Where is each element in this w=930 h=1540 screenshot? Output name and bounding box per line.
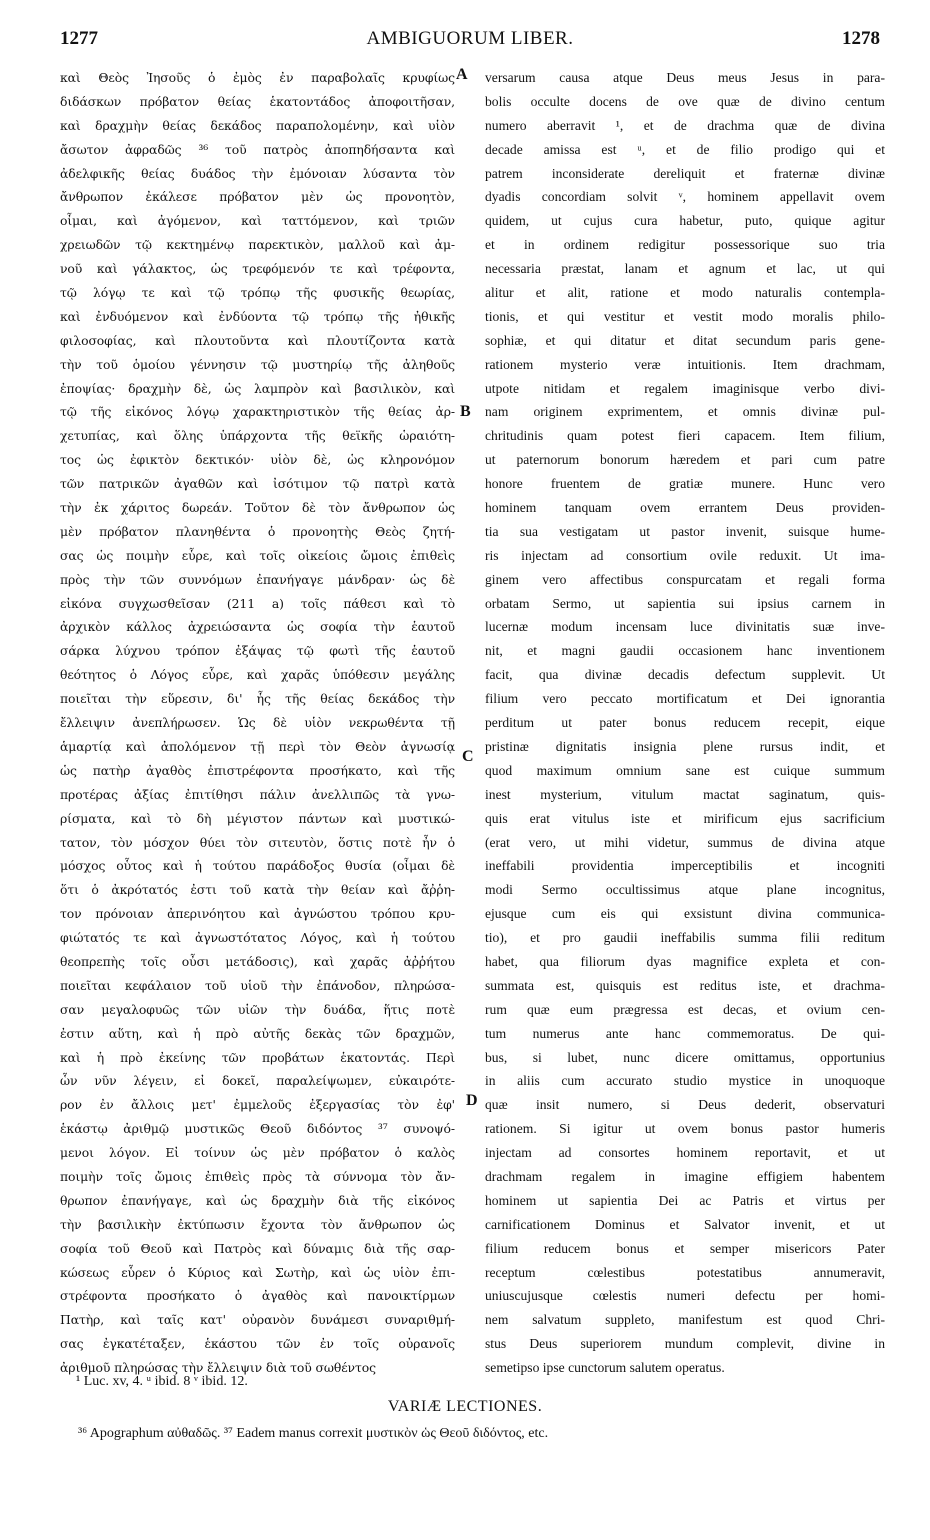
text-line: χρειωδῶν τῷ κεκτημένῳ παρεκτικὸν, μαλλοῦ καὶ ἀμ- bbox=[60, 237, 455, 253]
text-line: drachmam regalem in imagine effigiem habentem bbox=[485, 1168, 885, 1184]
text-line: τατον, τὸν μόσχον θύει τὸν σιτευτὸν, ὅστις ποτὲ ἦν ὁ bbox=[60, 834, 455, 850]
running-title: AMBIGUORUM LIBER. bbox=[366, 28, 574, 49]
text-line: facit, qua divinæ decadis defectum supplevit. Ut bbox=[485, 667, 885, 683]
text-line: tia sua vestigatam ut pastor invenit, suisque hume- bbox=[485, 523, 885, 539]
text-line: ejusque cum eis qui exsistunt divina communica- bbox=[485, 906, 885, 922]
text-line: ineffabili providentia imperceptibilis et incogniti bbox=[485, 858, 885, 874]
text-line: μενοι λόγον. Εἰ τοίνυν ὡς μὲν πρόβατον ὁ καλὸς bbox=[60, 1145, 455, 1161]
text-line: ποιμὴν τοῖς ὤμοις ἐπιθεὶς πρὸς τὰ σύννομα τὸν ἄν- bbox=[60, 1168, 455, 1184]
text-line: (erat vero, ut mihi videtur, summus de divina atque bbox=[485, 834, 885, 850]
text-line: rationem. Si igitur ut ovem bonus pastor humeris bbox=[485, 1121, 885, 1137]
text-line: τῷ λόγῳ τε καὶ τῷ τρόπῳ τῆς φυσικῆς θεωρίας, bbox=[60, 285, 455, 301]
text-line: rationem mysterio veræ intuitionis. Item drachmam, bbox=[485, 356, 885, 372]
text-line: quidem, ut cujus cura habetur, puto, quique agitur bbox=[485, 213, 885, 229]
text-line: injectam ad consortes hominem reportavit, et ut bbox=[485, 1145, 885, 1161]
text-line: bus, si lubet, nunc dicere omittamus, opportunius bbox=[485, 1049, 885, 1065]
text-line: χετυπίας, καὶ ὅλης ὑπάρχοντα τῆς θεϊκῆς ὡραιότη- bbox=[60, 428, 455, 444]
text-line: θρωπον ἐπανήγαγε, καὶ ὡς δραχμὴν διὰ τῆς εἰκόνος bbox=[60, 1192, 455, 1208]
text-line: nem salvatum suppleto, manifestum est quod Chri- bbox=[485, 1312, 885, 1328]
text-line: καὶ ἐνδυόμενον καὶ ἐνδύοντα τῷ τρόπῳ τῆς ἠθικῆς bbox=[60, 308, 455, 324]
text-line: ρίσματα, καὶ τὸ δὴ μέγιστον πάντων καὶ μυστικώ- bbox=[60, 810, 455, 826]
text-line: νοῦ καὶ γάλακτος, ὡς τρεφόμενόν τε καὶ τρέφοντα, bbox=[60, 261, 455, 277]
text-line: σαν μεγαλοφυῶς τῶν υἱῶν τὴν δυάδα, ἥτις ποτὲ bbox=[60, 1001, 455, 1017]
text-line: τῶν πατρικῶν ἀγαθῶν καὶ ἰσότιμον τῷ πατρὶ κατὰ bbox=[60, 476, 455, 492]
text-line: versarum causa atque Deus meus Jesus in para- bbox=[485, 70, 885, 85]
text-line: φιώτατός τε καὶ ἀγνωστότατος Λόγος, καὶ ἡ τούτου bbox=[60, 930, 455, 946]
text-line: nam originem exprimentem, et omnis divinæ pul- bbox=[485, 404, 885, 420]
section-marker-a: A bbox=[456, 66, 468, 83]
text-line: εἰκόνα συγχωσθεῖσαν (211 a) τοῖς πάθεσι καὶ τὸ bbox=[60, 595, 455, 611]
section-marker-d: D bbox=[466, 1092, 478, 1109]
text-line: utpote nitidam et regalem imaginisque verbo divi- bbox=[485, 380, 885, 396]
text-line: tio), et pro gaudii ineffabilis summa filii reditum bbox=[485, 930, 885, 946]
text-line: ὡς πατὴρ ἀγαθὸς ἐπιστρέφοντα προσήκατο, καὶ τῆς bbox=[60, 762, 455, 778]
text-line: receptum cœlestibus potestatibus annumeravit, bbox=[485, 1264, 885, 1280]
text-line: τὴν βασιλικὴν ἐκτύπωσιν ἔχοντα τὸν ἄνθρωπον ὡς bbox=[60, 1216, 455, 1232]
text-line: perditum ut pater bonus reducem recepit, eique bbox=[485, 715, 885, 731]
text-line: inest mysterium, vitulum mactat saginatum, quis- bbox=[485, 786, 885, 802]
text-line: ἁμαρτίᾳ καὶ ἀπολόμενον τῇ περὶ τὸν Θεὸν ἀγνωσίᾳ bbox=[60, 738, 455, 754]
right-page-number: 1278 bbox=[842, 28, 880, 49]
text-line: θεοπρεπὴς τοῖς οὖσι μετάδοσις), καὶ χαρᾶς ἀῤῥήτου bbox=[60, 953, 455, 969]
text-line: chritudinis quam potest fieri capacem. Item filium, bbox=[485, 428, 885, 444]
text-line: numero aberravit ¹, et de drachma quæ de divina bbox=[485, 117, 885, 133]
text-line: τῷ τῆς εἰκόνος λόγῳ χαρακτηριστικὸν τῆς θείας ἀρ- bbox=[60, 404, 455, 420]
text-line: carnificationem Dominus et Salvator invenit, et ut bbox=[485, 1216, 885, 1232]
text-line: decade amissa est ᵘ, et de filio prodigo qui et bbox=[485, 141, 885, 157]
text-line: ἔλλειψιν ἀνεπλήρωσεν. Ὡς δὲ υἱὸν νεκρωθέντα τῇ bbox=[60, 715, 455, 731]
text-line: ut paternorum bonorum hæredem et pari cum patre bbox=[485, 452, 885, 468]
text-line: nit, et magni gaudii occasionem hanc inventionem bbox=[485, 643, 885, 659]
text-line: τον πρόνοιαν ἀπερινόητου καὶ ἀγνώστου τρόπου κρυ- bbox=[60, 906, 455, 922]
section-marker-c: C bbox=[462, 748, 474, 765]
text-line: necessaria præstat, lanam et agnum et lac, ut qui bbox=[485, 261, 885, 277]
text-line: σας ἐγκατέταξεν, ἑκάστου τῶν ἐν τοῖς οὐρανοῖς bbox=[60, 1336, 455, 1352]
text-line: pristinæ dignitatis insignia plene rursus indit, et bbox=[485, 738, 885, 754]
text-line: quod maximum omnium sane est cuique summum bbox=[485, 762, 885, 778]
text-line: hominem ut sapientia Dei ac Patris et virtus per bbox=[485, 1192, 885, 1208]
text-line: habet, qua filiorum dyas magnifice expleta et con- bbox=[485, 953, 885, 969]
text-line: τὴν ἐκ χάριτος δωρεάν. Τοῦτον δὲ τὸν ἄνθρωπον ὡς bbox=[60, 500, 455, 516]
text-line: πρὸς τὴν τῶν συννόμων ἐπανήγαγε μάνδραν· ὡς δὲ bbox=[60, 571, 455, 587]
section-marker-b: B bbox=[460, 403, 471, 420]
text-line: alitur et alit, ratione et modo naturalis contempla- bbox=[485, 285, 885, 301]
text-line: quis erat vitulus iste et mirificum ejus sacrificium bbox=[485, 810, 885, 826]
text-line: tionis, et qui vestitur et vestit modo moralis philo- bbox=[485, 308, 885, 324]
text-line: hominem tanquam ovem errantem Deus providen- bbox=[485, 500, 885, 516]
text-line: ginem vero affectibus conspurcatam et regali forma bbox=[485, 571, 885, 587]
text-line: ἑκάστῳ ἀριθμῷ μυστικῶς Θεοῦ διδόντος ³⁷ συνοψό- bbox=[60, 1121, 455, 1137]
text-line: οἶμαι, καὶ ἀγόμενον, καὶ ταττόμενον, καὶ τριῶν bbox=[60, 213, 455, 229]
text-line: uniuscujusque cœlestis numeri defectu per homi- bbox=[485, 1288, 885, 1304]
greek-column bbox=[60, 66, 455, 1380]
left-page-number: 1277 bbox=[60, 28, 98, 49]
variae-lectiones-heading: VARIÆ LECTIONES. bbox=[387, 1398, 543, 1415]
text-line: στρέφοντα προσήκατο ὁ ἀγαθὸς καὶ πανοικτίρμων bbox=[60, 1288, 455, 1304]
text-line: ποιεῖται κεφάλαιον τοῦ υἱοῦ τὴν ἐπάνοδον, πληρώσα- bbox=[60, 977, 455, 993]
text-line: lucernæ modum incensam luce divinitatis suæ inve- bbox=[485, 619, 885, 635]
text-line: ὅτι ὁ ἀκρότατός ἐστι τοῦ κατὰ τὴν θείαν καὶ ἄῤῥη- bbox=[60, 882, 455, 898]
page-header bbox=[60, 28, 880, 58]
text-line: filium vero peccato mortificatum et Dei ignorantia bbox=[485, 691, 885, 707]
variae-lectiones-text: ³⁶ Apographum αὐθαδῶς. ³⁷ Eadem manus correxit μυστικὸν ὡς Θεοῦ διδόντος, etc. bbox=[78, 1426, 549, 1441]
text-line: σοφία τοῦ Θεοῦ καὶ Πατρὸς καὶ δύναμις διὰ τῆς σαρ- bbox=[60, 1240, 455, 1256]
text-line: σάρκα λύχνου τρόπον ἐξάψας τῷ φωτὶ τῆς ἑαυτοῦ bbox=[60, 643, 455, 659]
text-line: καὶ Θεὸς Ἰησοῦς ὁ ἐμὸς ἐν παραβολαῖς κρυφίως bbox=[60, 70, 455, 85]
text-line: διδάσκων πρόβατον θείας ἑκατοντάδος ἀποφοιτῆσαν, bbox=[60, 93, 455, 109]
text-line: θεότητος ὁ Λόγος εὗρε, καὶ χαρᾶς ὑπόθεσιν μεγάλης bbox=[60, 667, 455, 683]
text-line: ποιεῖται τὴν εὕρεσιν, δι' ἧς τῆς θείας δεκάδος τὴν bbox=[60, 691, 455, 707]
text-line: ἐποψίας· δραχμὴν δὲ, ὡς λαμπρὸν καὶ βασιλικὸν, καὶ bbox=[60, 380, 455, 396]
text-line: honore fruentem de gratiæ munere. Hunc vero bbox=[485, 476, 885, 492]
text-line: ἀριθμοῦ πληρώσας τὴν ἔλλειψιν διὰ τοῦ σωθέντος bbox=[60, 1360, 376, 1376]
text-line: ὧν νῦν λέγειν, εἰ δοκεῖ, παραλείψωμεν, εὐκαιρότε- bbox=[60, 1073, 455, 1089]
text-line: semetipso ipse cunctorum salutem operatus. bbox=[485, 1360, 725, 1376]
text-line: μόσχος οὗτος καὶ ἡ τούτου παράδοξος θυσία (οἶμαι δὲ bbox=[60, 858, 455, 874]
text-line: μὲν πρόβατον πλανηθέντα ὁ προνοητὴς Θεὸς ζητή- bbox=[60, 523, 455, 539]
text-line: κώσεως εὗρεν ὁ Κύριος καὶ Σωτὴρ, καὶ ὡς υἱὸν ἐπι- bbox=[60, 1264, 455, 1280]
text-line: ἐστιν αὕτη, καὶ ἡ πρὸ αὐτῆς δεκὰς τῶν δραχμῶν, bbox=[60, 1025, 455, 1041]
text-line: rum quæ eum prægressa est decas, et ovium cen- bbox=[485, 1001, 885, 1017]
text-line: ἄσωτον ἀφραδῶς ³⁶ τοῦ πατρὸς ἀποπηδήσαντα καὶ bbox=[60, 141, 455, 157]
text-line: Πατὴρ, καὶ ταῖς κατ' οὐρανὸν δυνάμεσι συναριθμή- bbox=[60, 1312, 455, 1328]
text-line: sophiæ, et qui ditatur et ditat secundum paris gene- bbox=[485, 332, 885, 348]
footnotes: ¹ Luc. xv, 4. ᵘ ibid. 8 ᵛ ibid. 12. bbox=[76, 1374, 248, 1389]
text-line: προτέρας ἀξίας ἐπιτίθησι πάλιν ἀνελλιπῶς τὰ γνω- bbox=[60, 786, 455, 802]
text-line: ἄνθρωπον ἐκάλεσε πρόβατον μὲν ὡς προνοητὸν, bbox=[60, 189, 455, 205]
text-line: orbatam Sermo, ut sapientia sui ipsius carnem in bbox=[485, 595, 885, 611]
text-line: καὶ δραχμὴν θείας δεκάδος παραπολομένην, καὶ υἱὸν bbox=[60, 117, 455, 133]
text-line: modi Sermo occultissimus atque plane incognitus, bbox=[485, 882, 885, 898]
latin-column bbox=[485, 66, 885, 1380]
text-line: stus Deus superiorem mundum complevit, divine in bbox=[485, 1336, 885, 1352]
text-line: τος ὡς ἐφικτὸν δεκτικόν· υἱὸν δὲ, ὡς κληρονόμον bbox=[60, 452, 455, 468]
text-line: καὶ ἡ πρὸ ἐκείνης τῶν προβάτων ἑκατοντάς. Περὶ bbox=[60, 1049, 455, 1065]
text-line: bolis occulte docens de ove quæ de divino centum bbox=[485, 93, 885, 109]
text-line: dyadis concordiam solvit ᵛ, hominem appellavit ovem bbox=[485, 189, 885, 205]
text-line: tum numerus ante hanc commemoratus. De qui- bbox=[485, 1025, 885, 1041]
text-line: φιλοσοφίας, καὶ πλουτοῦντα καὶ πλουτίζοντα κατὰ bbox=[60, 332, 455, 348]
text-line: in aliis cum accurato studio mystice in unoquoque bbox=[485, 1073, 885, 1089]
text-line: ἀδελφικῆς θείας δυάδος τὴν ἐμόνοιαν λύσαντα τὸν bbox=[60, 165, 455, 181]
text-line: et in ordinem redigitur possessorique suo tria bbox=[485, 237, 885, 253]
text-line: patrem inconsiderate dereliquit et fraternæ divinæ bbox=[485, 165, 885, 181]
text-line: filium reducem bonus et semper misericors Pater bbox=[485, 1240, 885, 1256]
text-line: ἀρχικὸν κάλλος ἀχρειώσαντα ὡς σοφία τὴν ἑαυτοῦ bbox=[60, 619, 455, 635]
text-line: τὴν τοῦ ὁμοίου γέννησιν τῷ μυστηρίῳ τῆς ἀληθοῦς bbox=[60, 356, 455, 372]
text-line: quæ insit numero, si Deus dederit, observaturi bbox=[485, 1097, 885, 1113]
text-line: σας ὡς ποιμὴν εὗρε, καὶ τοῖς οἰκείοις ὤμοις ἐπιθεὶς bbox=[60, 547, 455, 563]
text-line: summata est, quisquis est reditus iste, et drachma- bbox=[485, 977, 885, 993]
text-line: ρον ἐν ἄλλοις μετ' ἐμμελοῦς ἐξεργασίας τὸν ἐφ' bbox=[60, 1097, 455, 1113]
text-line: ris injectam ad consortium ovile reduxit. Ut ima- bbox=[485, 547, 885, 563]
